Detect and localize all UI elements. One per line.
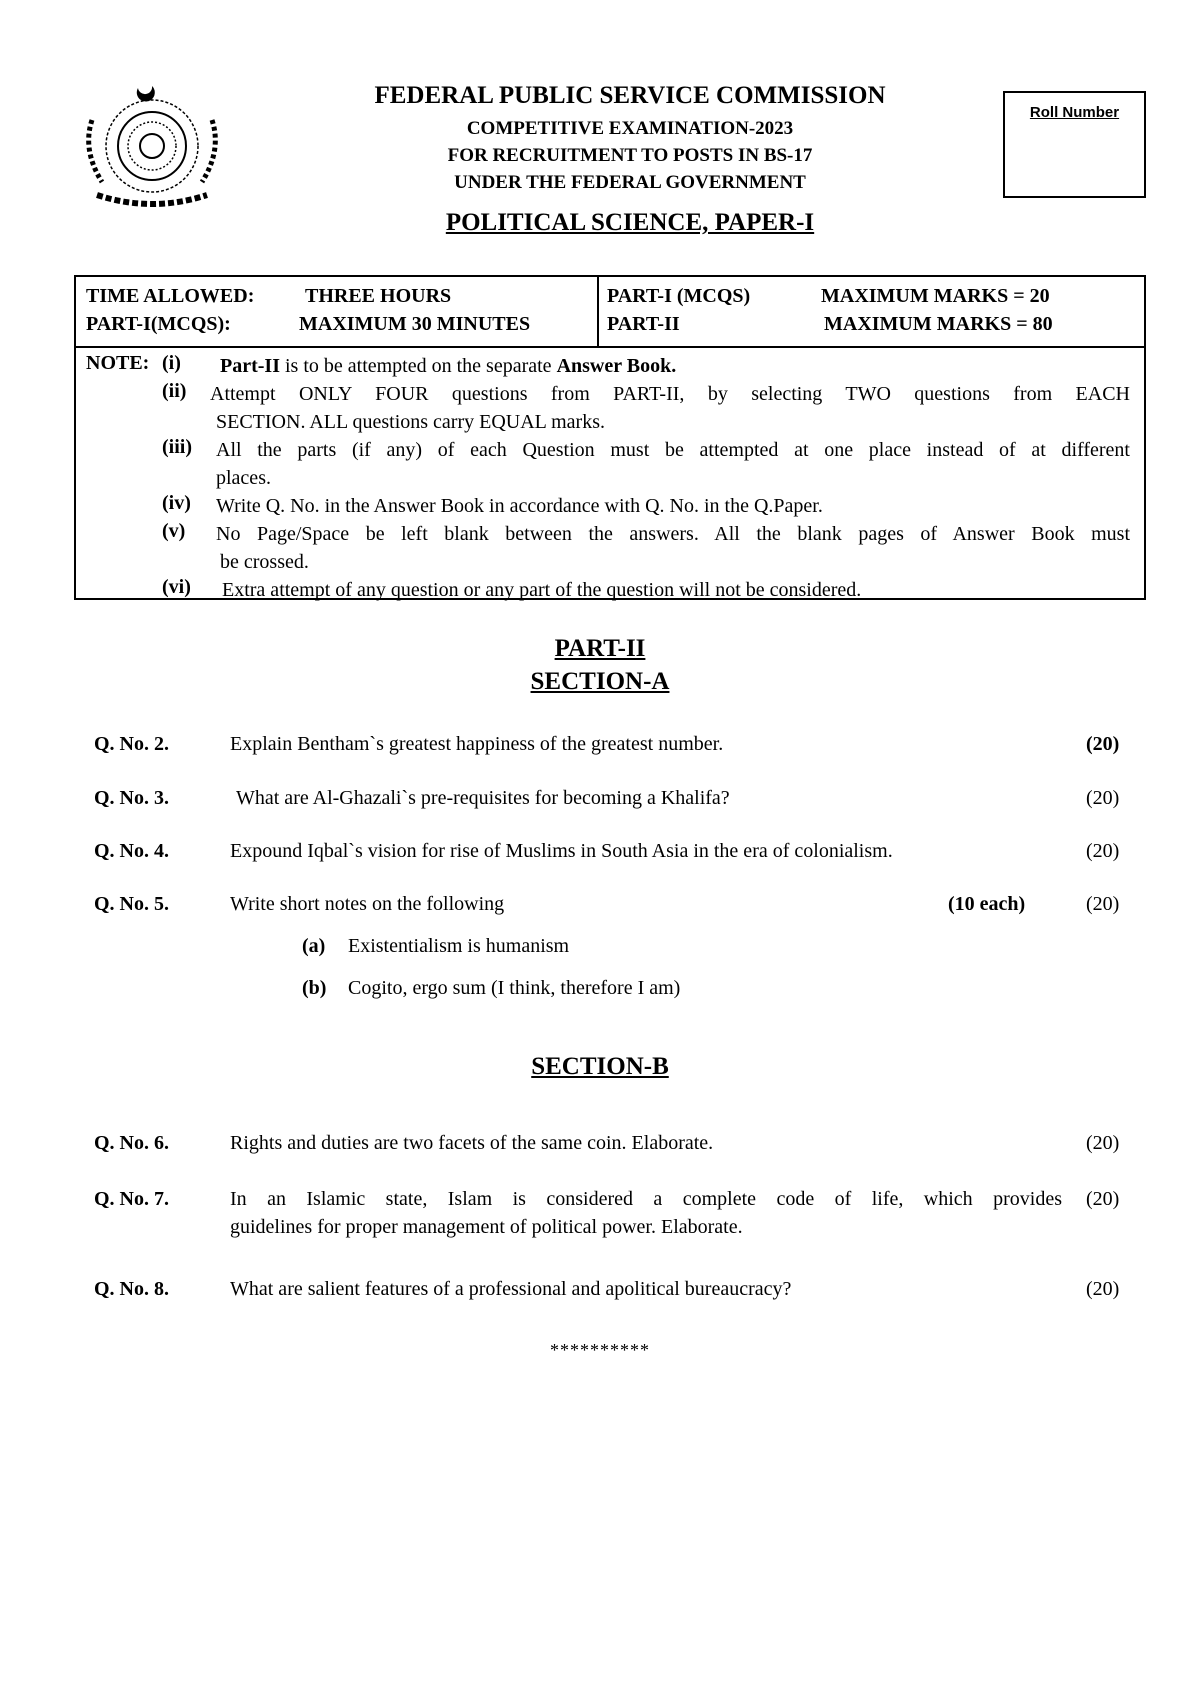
note-item-1 [220, 352, 676, 380]
exam-title: COMPETITIVE EXAMINATION-2023 [466, 118, 794, 139]
roll-number-label: Roll Number [1029, 104, 1120, 121]
question-text-line1: In an Islamic state, Islam is considered a complete code of life, which provides [230, 1188, 1062, 1210]
note-num-3: (iii) [162, 436, 192, 458]
note-item-5-line2: be crossed. [220, 551, 309, 573]
question-text: Rights and duties are two facets of the same coin. Elaborate. [230, 1132, 714, 1154]
note-1-part: Part-II [220, 355, 280, 377]
section-a-title: SECTION-A [530, 668, 670, 695]
subpart-label [302, 977, 326, 1000]
question-marks: (20) [1086, 893, 1120, 915]
subpart-text: Existentialism is humanism [348, 935, 570, 957]
question-number: Q. No. 3. [94, 787, 169, 809]
part1-marks: MAXIMUM MARKS = 20 [821, 285, 1050, 307]
question-number: Q. No. 2. [94, 733, 169, 755]
question-number: Q. No. 4. [94, 840, 169, 862]
question-text: What are salient features of a professional and apolitical bureaucracy? [230, 1278, 792, 1300]
government-line: UNDER THE FEDERAL GOVERNMENT [454, 172, 806, 193]
instructions-table [74, 275, 1146, 600]
note-1-answer-book: Answer Book. [556, 355, 677, 377]
recruitment-line: FOR RECRUITMENT TO POSTS IN BS-17 [447, 145, 813, 166]
fpsc-emblem [72, 80, 232, 212]
time-marks-row [76, 277, 1144, 348]
paper-title: POLITICAL SCIENCE, PAPER-I [445, 209, 815, 236]
note-1-text: is to be attempted on the separate [279, 355, 557, 377]
question-text: Explain Bentham`s greatest happiness of the greatest number. [230, 733, 724, 755]
note-item-3-line2: places. [216, 467, 271, 489]
question-marks: (20) [1086, 1188, 1120, 1210]
note-num-6: (vi) [162, 576, 191, 598]
commission-title: FEDERAL PUBLIC SERVICE COMMISSION [374, 82, 886, 109]
note-item-2-line2: SECTION. ALL questions carry EQUAL marks. [216, 411, 606, 433]
question-number: Q. No. 7. [94, 1188, 169, 1210]
part1-time-value: MAXIMUM 30 MINUTES [299, 313, 531, 335]
question-marks: (20) [1086, 840, 1120, 862]
roll-number-box[interactable] [1003, 91, 1146, 198]
question-number: Q. No. 6. [94, 1132, 169, 1154]
note-label: NOTE: [86, 352, 150, 374]
question-number: Q. No. 5. [94, 893, 169, 915]
subpart-text: Cogito, ergo sum (I think, therefore I am) [348, 977, 681, 999]
note-item-2-line1: Attempt ONLY FOUR questions from PART-II, by selecting TWO questions from EACH [210, 383, 1130, 405]
end-marker: ********** [550, 1340, 650, 1360]
subpart-a-label: (a) [302, 935, 326, 957]
note-num-1: (i) [162, 352, 181, 374]
question-text: What are Al-Ghazali`s pre-requisites for becoming a Khalifa? [236, 787, 730, 809]
note-item-3-line1: All the parts (if any) of each Question must be attempted at one place instead of at different [216, 439, 1130, 461]
part2-label: PART-II [607, 313, 680, 335]
note-num-5: (v) [162, 520, 186, 542]
time-allowed-label: TIME ALLOWED: [86, 285, 255, 307]
question-marks: (20) [1086, 787, 1120, 809]
question-text-line2: guidelines for proper management of political power. Elaborate. [230, 1216, 743, 1238]
question-text: Write short notes on the following [230, 893, 505, 915]
column-divider [597, 277, 599, 346]
part1-time-label: PART-I(MCQS): [86, 313, 231, 335]
subpart-b-label: (b) [302, 977, 327, 999]
note-num-2: (ii) [162, 380, 187, 402]
part-ii-title: PART-II [554, 635, 646, 662]
note-item-5-line1: No Page/Space be left blank between the answers. All the blank pages of Answer Book must [216, 523, 1130, 545]
question-marks: (20) [1086, 1132, 1120, 1154]
question-each-marks: (10 each) [948, 893, 1026, 915]
note-item-4: Write Q. No. in the Answer Book in accordance with Q. No. in the Q.Paper. [216, 495, 823, 517]
subpart-label [302, 935, 325, 958]
note-num-4: (iv) [162, 492, 191, 514]
part2-marks: MAXIMUM MARKS = 80 [824, 313, 1053, 335]
question-marks: (20) [1086, 1278, 1120, 1300]
question-number: Q. No. 8. [94, 1278, 169, 1300]
section-b-title: SECTION-B [531, 1053, 669, 1080]
question-text: Expound Iqbal`s vision for rise of Muslims in South Asia in the era of colonialism. [230, 840, 893, 862]
note-item-6: Extra attempt of any question or any part of the question will not be considered. [222, 579, 862, 601]
time-allowed-value: THREE HOURS [305, 285, 452, 307]
question-marks: (20) [1086, 733, 1120, 755]
part1-label: PART-I (MCQS) [607, 285, 751, 307]
